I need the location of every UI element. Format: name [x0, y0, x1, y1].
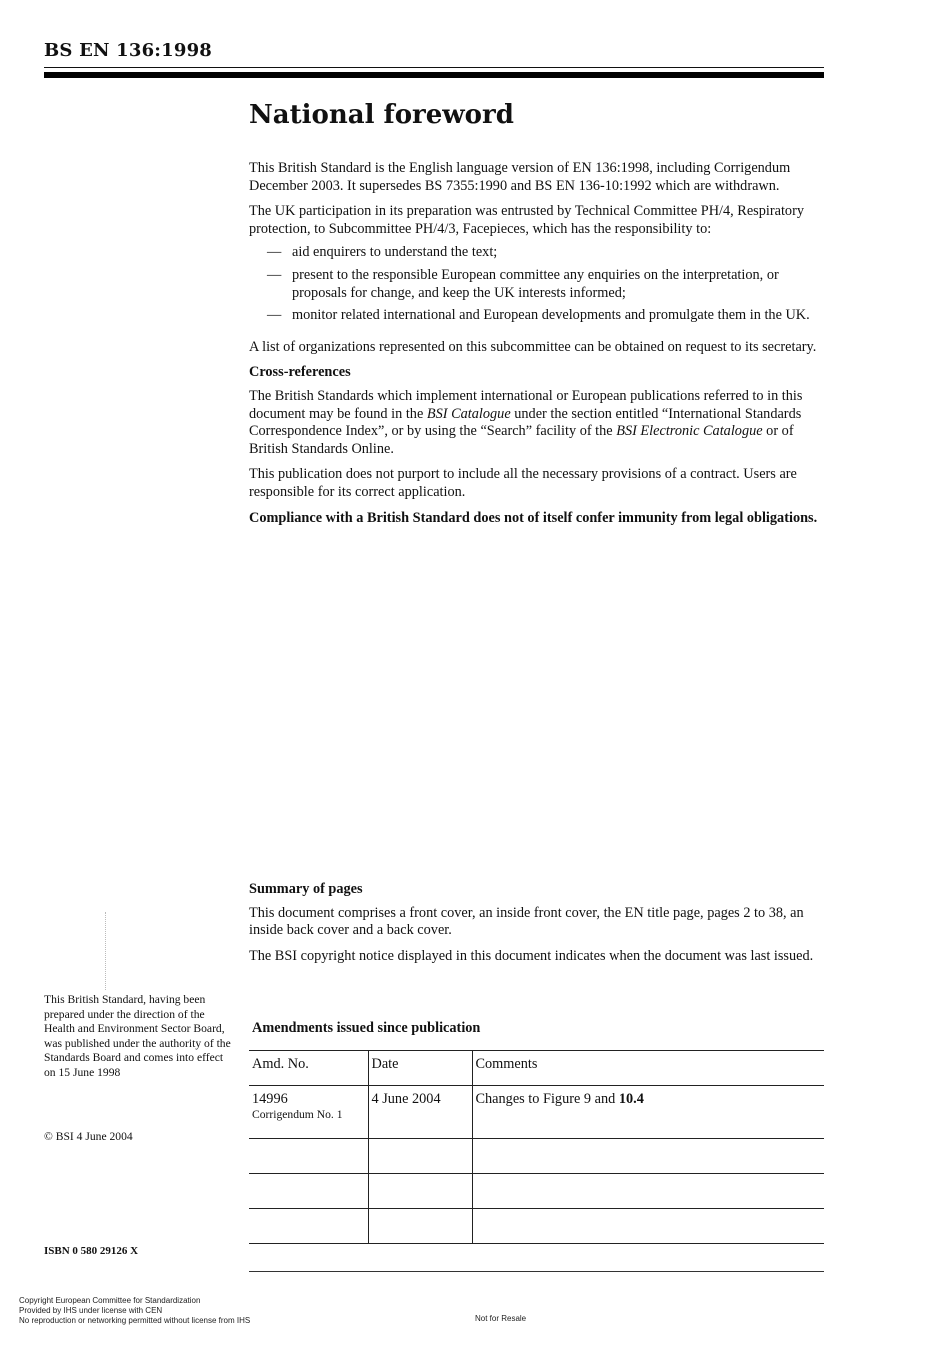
- table-row: [249, 1086, 824, 1139]
- page-title: National foreword: [249, 100, 514, 130]
- list-item: — monitor related international and European developments and promulgate them in the UK.: [267, 307, 810, 324]
- list-item: — aid enquirers to understand the text;: [267, 244, 498, 261]
- document-id: BS EN 136:1998: [44, 40, 213, 61]
- summary-section: [249, 881, 827, 973]
- license-footer: Copyright European Committee for Standardization Provided by IHS under license with CEN No reproduction or networking permitted without license from IHS: [19, 1296, 251, 1325]
- header-rule-thin: [44, 67, 824, 68]
- footer-rule: [249, 1271, 824, 1272]
- bsi-catalogue-title: BSI Catalogue: [426, 405, 511, 422]
- intro-paragraph-3: A list of organizations represented on this subcommittee can be obtained on request to its secretary.: [249, 338, 817, 355]
- amd-no-cell: 14996 Corrigendum No. 1: [249, 1086, 368, 1139]
- column-header-date: Date: [368, 1051, 472, 1086]
- table-row: [249, 1209, 824, 1244]
- amendments-table: [249, 1050, 824, 1244]
- dash-bullet: —: [267, 266, 282, 283]
- cross-references-paragraph: The British Standards which implement international or European publications referred to in this document may be found in the BSI Catalogue under the section entitled “International Standards Correspondence Index”, or by using the “Search” facility of the BSI Electronic Catalogue or of British Standards Online.: [249, 387, 803, 457]
- margin-mark: [105, 912, 106, 990]
- cross-references-heading: Cross-references: [249, 364, 351, 381]
- list-item: — present to the responsible European committee any enquiries on the interpretation, or proposals for change, and keep the UK interests informed;: [267, 266, 779, 301]
- isbn: ISBN 0 580 29126 X: [44, 1245, 139, 1257]
- intro-paragraph-1: This British Standard is the English language version of EN 136:1998, including Corrigendum December 2003. It supersedes BS 7355:1990 and BS EN 136-10:1992 which are withdrawn.: [249, 160, 791, 194]
- compliance-statement: Compliance with a British Standard does not of itself confer immunity from legal obligations.: [249, 509, 818, 526]
- intro-paragraph-2: The UK participation in its preparation was entrusted by Technical Committee PH/4, Respiratory protection, to Subcommittee PH/4/3, Facepieces, which has the responsibility to:: [249, 203, 804, 237]
- corrigendum-label: Corrigendum No. 1: [252, 1108, 343, 1121]
- header-rule-thick: [44, 72, 824, 78]
- column-header-amd-no: Amd. No.: [249, 1051, 368, 1086]
- comments-cell: Changes to Figure 9 and 10.4: [472, 1086, 824, 1139]
- bsi-copyright: © BSI 4 June 2004: [44, 1130, 133, 1143]
- provisions-paragraph: This publication does not purport to include all the necessary provisions of a contract. Users are responsible for its correct application.: [249, 466, 797, 500]
- table-header-row: [249, 1051, 824, 1086]
- date-cell: 4 June 2004: [368, 1086, 472, 1139]
- table-row: [249, 1139, 824, 1174]
- amendments-title: Amendments issued since publication: [252, 1020, 481, 1036]
- summary-paragraph-2: The BSI copyright notice displayed in this document indicates when the document was last issued.: [249, 947, 814, 964]
- publication-note: This British Standard, having been prepared under the direction of the Health and Environment Sector Board, was published under the authority of the Standards Board and comes into effect on 15 June 1998: [44, 993, 231, 1079]
- bsi-electronic-catalogue-title: BSI Electronic Catalogue: [616, 423, 763, 440]
- dash-bullet: —: [267, 244, 282, 261]
- foreword-body: [249, 160, 827, 535]
- column-header-comments: Comments: [472, 1051, 824, 1086]
- summary-heading: Summary of pages: [249, 881, 363, 897]
- summary-paragraph-1: This document comprises a front cover, an inside front cover, the EN title page, pages 2 to 38, an inside back cover and a back cover.: [249, 904, 804, 939]
- table-row: [249, 1174, 824, 1209]
- dash-bullet: —: [267, 307, 282, 324]
- not-for-resale: Not for Resale: [475, 1314, 527, 1323]
- responsibility-list: [249, 244, 827, 324]
